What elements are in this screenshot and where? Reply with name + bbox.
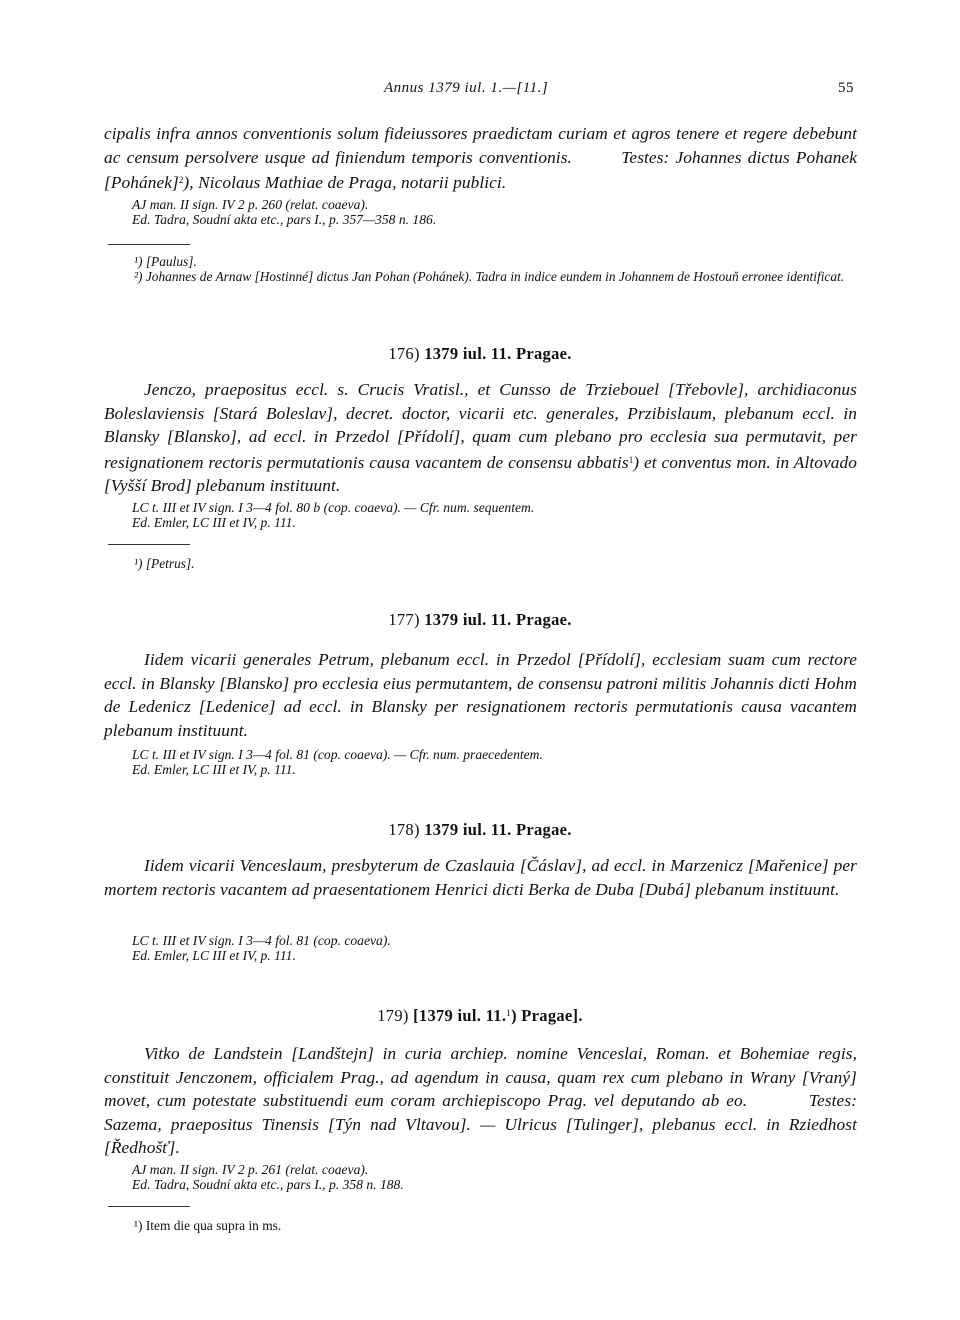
footnote-2: ²) Johannes de Arnaw [Hostinné] dictus Jan Pohan (Pohánek). Tadra in indice eundem in Johannem de Hostouň erronee identificat. <box>134 268 845 284</box>
entry-175-witnesses-a: Testes: Johannes dictus Pohanek [Pohánek] <box>104 147 857 192</box>
edition-line: Ed. Tadra, Soudní akta etc., pars I., p. 358 n. 188. <box>132 1176 404 1192</box>
entry-number: 178) <box>388 820 420 839</box>
entry-176-text <box>104 378 857 498</box>
entry-179-text-a: Vitko de Landstein [Landštejn] in curia archiep. nomine Venceslai, Roman. et Bohemiae regis, constituit Jenczonem, officialem Prag., ad agendum in causa, quam rex cum plebano in Wrany [Vraný] movet, cum potestate substituendi eum coram archiepiscopo Prag. vel deputando ab eo. <box>104 1044 857 1110</box>
running-title: Annus 1379 iul. 1.—[11.] <box>384 80 549 96</box>
entry-177-sources <box>104 748 857 777</box>
entry-175-witnesses-b: ), Nicolaus Mathiae de Praga, notarii publici. <box>183 173 507 192</box>
footnote-ref: 1 <box>506 1008 512 1018</box>
entry-175-body: cipalis infra annos conventionis solum fideiussores praedictam curiam et agros tenere et regere debebunt ac censum persolvere usque ad finiendum temporis conventionis. <box>104 124 857 167</box>
entry-date-b: ) Pragae]. <box>511 1006 583 1025</box>
entry-178-heading <box>0 820 960 840</box>
entry-176-body <box>104 378 857 498</box>
footnote-1: ¹) [Paulus]. <box>134 254 197 269</box>
entry-date-a: [1379 iul. 11. <box>413 1006 507 1025</box>
edition-line: Ed. Emler, LC III et IV, p. 111. <box>132 947 296 963</box>
entry-178-sources <box>104 934 857 963</box>
edition-line: Ed. Emler, LC III et IV, p. 111. <box>132 514 296 530</box>
footnote-rule <box>108 1206 190 1207</box>
entry-179-sources <box>104 1163 857 1192</box>
entry-179-footnotes <box>104 1219 857 1234</box>
running-head <box>0 80 960 104</box>
entry-number: 177) <box>388 610 420 629</box>
entry-175-footnotes <box>104 255 857 284</box>
source-line: LC t. III et IV sign. I 3—4 fol. 81 (cop. coaeva). — Cfr. num. praecedentem. <box>132 747 543 762</box>
entry-179-witnesses: Testes: Sazema, praepositus Tinensis [Týn nad Vltavou]. — Ulricus [Tulinger], plebanus eccl. in Rziedhost [Ředhošť]. <box>104 1091 857 1157</box>
footnote-ref: 1 <box>628 454 634 465</box>
entry-date-place <box>413 1006 583 1025</box>
entry-178-body <box>104 854 857 901</box>
entry-date-place: 1379 iul. 11. Pragae. <box>424 610 572 629</box>
entry-177-text: Iidem vicarii generales Petrum, plebanum eccl. in Przedol [Přídolí], ecclesiam suam cum rectore eccl. in Blansky [Blansko] pro ecclesia eius permutantem, de consensu patroni militis Johannis dicti Hohm de Ledenicz [Ledenice] ad eccl. in Blansky per resignationem rectoris permutationis causa vacantem plebanum instituunt. <box>104 650 857 740</box>
entry-176-text-a: Jenczo, praepositus eccl. s. Crucis Vratisl., et Cunsso de Trziebouel [Třebovle], archidiaconus Boleslaviensis [Stará Boleslav], decret. doctor, vicarii etc. generales, Przibislaum, plebanum eccl. in Blansky [Blansko], ad eccl. in Przedol [Přídolí], quam cum plebano pro ecclesia sua permutavit, per resignationem rectoris permutationis causa vacantem de consensu abbatis <box>104 380 857 472</box>
entry-176-heading <box>0 344 960 364</box>
entry-177-heading <box>0 610 960 630</box>
entry-177-body <box>104 648 857 742</box>
footnote-ref: 2 <box>178 175 184 185</box>
source-line: AJ man. II sign. IV 2 p. 261 (relat. coaeva). <box>132 1162 369 1177</box>
entry-175-text <box>104 122 857 195</box>
entry-176-sources <box>104 501 857 530</box>
page-number: 55 <box>838 80 854 96</box>
entry-number: 179) <box>377 1006 409 1025</box>
footnote-rule <box>108 244 190 245</box>
source-line: AJ man. II sign. IV 2 p. 260 (relat. coaeva). <box>132 197 369 212</box>
source-line: LC t. III et IV sign. I 3—4 fol. 81 (cop. coaeva). <box>132 933 391 948</box>
entry-number: 176) <box>388 344 420 363</box>
edition-line: Ed. Emler, LC III et IV, p. 111. <box>132 761 296 777</box>
entry-date-place: 1379 iul. 11. Pragae. <box>424 820 572 839</box>
entry-178-text: Iidem vicarii Venceslaum, presbyterum de Czaslauia [Čáslav], ad eccl. in Marzenicz [Mařenice] per mortem rectoris vacantem ad praesentationem Henrici dicti Berka de Duba [Dubá] plebanum instituunt. <box>104 856 857 899</box>
entry-176-footnotes <box>104 557 857 572</box>
footnote-rule <box>108 544 190 545</box>
edition-line: Ed. Tadra, Soudní akta etc., pars I., p. 357—358 n. 186. <box>132 211 437 227</box>
footnote-1: ¹) Item die qua supra in ms. <box>134 1218 282 1233</box>
source-line: LC t. III et IV sign. I 3—4 fol. 80 b (cop. coaeva). — Cfr. num. sequentem. <box>132 500 535 515</box>
entry-175-sources <box>104 198 857 227</box>
entry-179-body <box>104 1042 857 1160</box>
entry-179-heading <box>0 1006 960 1026</box>
footnote-1: ¹) [Petrus]. <box>134 556 195 571</box>
entry-179-text <box>104 1042 857 1160</box>
entry-date-place: 1379 iul. 11. Pragae. <box>424 344 572 363</box>
entry-176-text-b: ) et conventus mon. in Altovado [Vyšší Brod] plebanum instituunt. <box>104 452 857 495</box>
entry-175-continuation <box>104 122 857 195</box>
